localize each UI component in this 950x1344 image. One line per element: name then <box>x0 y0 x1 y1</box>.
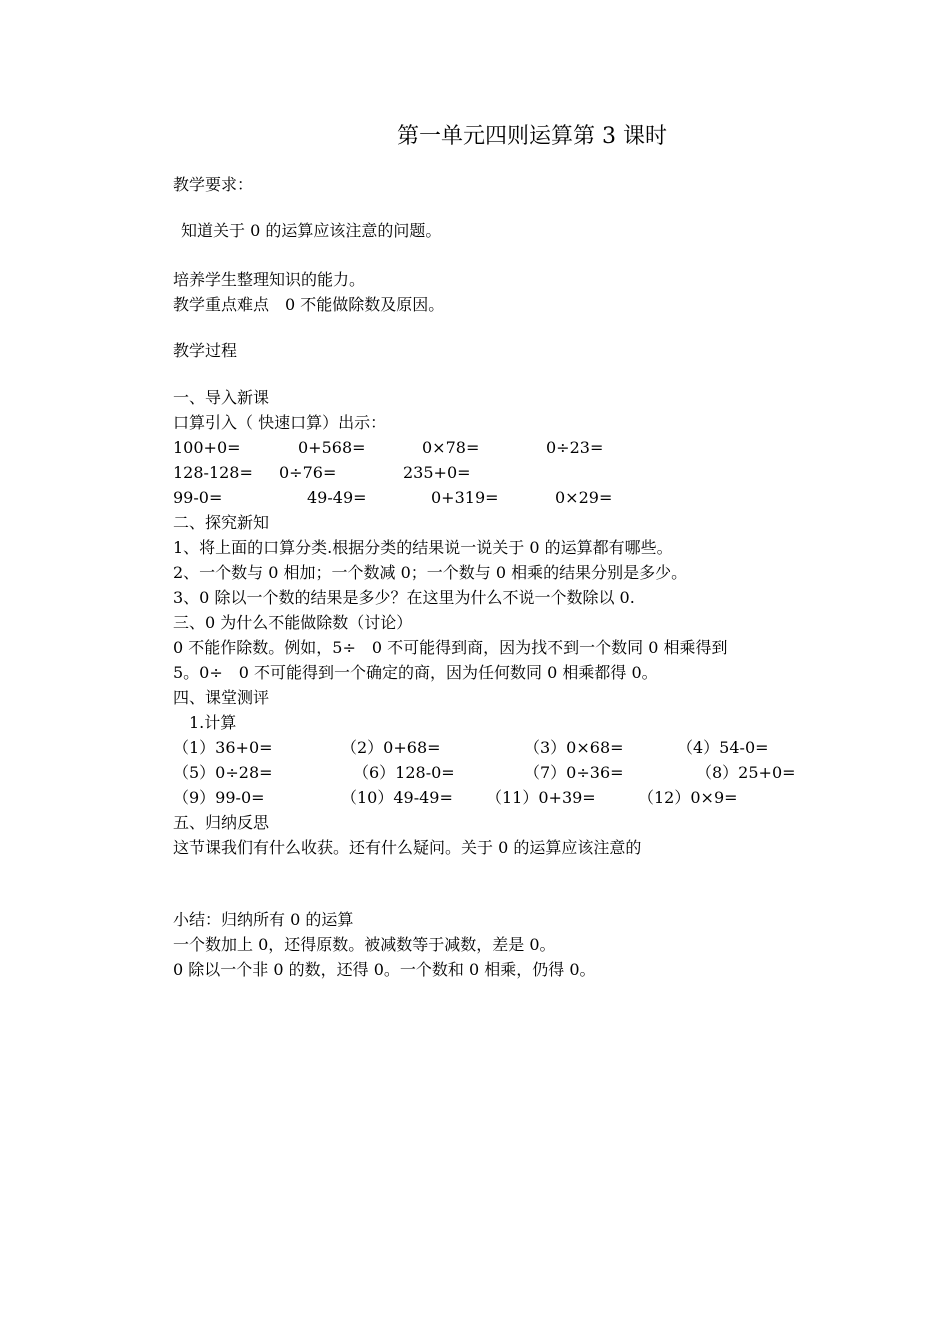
section-5-text: 这节课我们有什么收获。还有什么疑问。关于 0 的运算应该注意的 <box>173 838 642 857</box>
section-3-line: 0 不能作除数。例如，5÷ 0 不可能得到商，因为找不到一个数同 0 相乘得到 <box>173 638 728 657</box>
exercise-item: （9）99-0= <box>173 788 265 807</box>
section-1-heading: 一、导入新课 <box>173 388 270 407</box>
oral-calc-item: 99-0= <box>173 488 223 507</box>
section-3-heading: 三、0 为什么不能做除数（讨论） <box>173 613 413 632</box>
section-2-item: 1、将上面的口算分类.根据分类的结果说一说关于 0 的运算都有哪些。 <box>173 538 673 557</box>
section-4-heading: 四、课堂测评 <box>173 688 270 707</box>
summary-line: 0 除以一个非 0 的数，还得 0。一个数和 0 相乘，仍得 0。 <box>173 960 596 979</box>
oral-calc-item: 0÷76= <box>279 463 337 482</box>
exercise-item: （7）0÷36= <box>524 763 624 782</box>
section-1-intro: 口算引入（ 快速口算）出示： <box>173 413 387 432</box>
exercise-item: （1）36+0= <box>173 738 273 757</box>
exercise-item: （12）0×9= <box>638 788 738 807</box>
requirement-2: 培养学生整理知识的能力。 <box>173 270 366 289</box>
page-title: 第一单元四则运算第 3 课时 <box>397 124 667 149</box>
oral-calc-item: 0+319= <box>431 488 499 507</box>
section-2-item: 2、一个数与 0 相加；一个数减 0；一个数与 0 相乘的结果分别是多少。 <box>173 563 688 582</box>
oral-calc-item: 0÷23= <box>546 438 604 457</box>
section-5-heading: 五、归纳反思 <box>173 813 270 832</box>
exercise-item: （2）0+68= <box>341 738 441 757</box>
key-points: 教学重点难点 0 不能做除数及原因。 <box>173 295 445 314</box>
summary-heading: 小结：归纳所有 0 的运算 <box>173 910 354 929</box>
exercise-item: （3）0×68= <box>524 738 624 757</box>
oral-calc-item: 100+0= <box>173 438 241 457</box>
exercise-item: （6）128-0= <box>353 763 455 782</box>
exercise-item: （10）49-49= <box>341 788 453 807</box>
oral-calc-item: 0×29= <box>555 488 613 507</box>
summary-line: 一个数加上 0，还得原数。被减数等于减数，差是 0。 <box>173 935 556 954</box>
oral-calc-item: 49-49= <box>307 488 367 507</box>
oral-calc-item: 0+568= <box>298 438 366 457</box>
exercise-item: （5）0÷28= <box>173 763 273 782</box>
exercise-item: （8）25+0= <box>696 763 796 782</box>
oral-calc-item: 0×78= <box>422 438 480 457</box>
section-3-line: 5。0÷ 0 不可能得到一个确定的商，因为任何数同 0 相乘都得 0。 <box>173 663 658 682</box>
exercise-item: （4）54-0= <box>677 738 769 757</box>
process-heading: 教学过程 <box>173 341 238 360</box>
requirement-1: 知道关于 0 的运算应该注意的问题。 <box>181 221 442 240</box>
section-2-heading: 二、探究新知 <box>173 513 270 532</box>
requirements-heading: 教学要求： <box>173 175 254 194</box>
oral-calc-item: 235+0= <box>403 463 471 482</box>
oral-calc-item: 128-128= <box>173 463 253 482</box>
section-4-sub: 1.计算 <box>189 713 237 732</box>
exercise-item: （11）0+39= <box>486 788 596 807</box>
section-2-item: 3、0 除以一个数的结果是多少？在这里为什么不说一个数除以 0. <box>173 588 635 607</box>
